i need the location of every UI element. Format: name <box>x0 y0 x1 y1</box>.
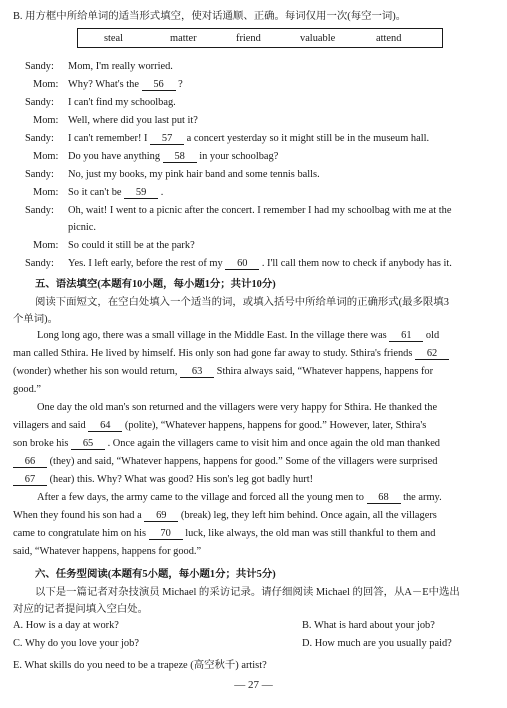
text: (they) and said, “Whatever happens, happens for good.” Some of the villagers were surprised <box>47 456 438 467</box>
part-b-instruction: B. 用方框中所给单词的适当形式填空，使对话通顺、正确。每词仅用一次(每空一词)。 <box>13 11 407 22</box>
utterance: picnic. <box>68 222 96 233</box>
utterance: Mom, I'm really worried. <box>68 61 173 72</box>
section-6-instruction: 以下是一篇记者对杂技演员 Michael 的采访记录。请仔细阅读 Michael 的回答，从A－E中选出 <box>35 587 460 598</box>
utterance-tail: ? <box>175 79 183 90</box>
speaker-label: Sandy: <box>25 169 54 180</box>
section-5-instruction-cont: 个单词)。 <box>13 314 59 325</box>
answer-blank-56[interactable]: 56 <box>142 79 176 91</box>
passage-line <box>13 402 497 413</box>
answer-blank-69[interactable]: 69 <box>144 510 178 522</box>
utterance: I can't find my schoolbag. <box>68 97 176 108</box>
answer-blank-60[interactable]: 60 <box>225 258 259 270</box>
answer-blank-61[interactable]: 61 <box>389 330 423 342</box>
utterance-tail: . I'll call them now to check if anybody has it. <box>259 258 452 269</box>
text: (wonder) whether his son would return, <box>13 366 181 377</box>
section-5-instruction: 阅读下面短文，在空白处填入一个适当的词，或填入括号中所给单词的正确形式(最多限填3 <box>35 297 449 308</box>
text: son broke his <box>13 438 72 449</box>
answer-blank-65[interactable]: 65 <box>71 438 105 450</box>
answer-blank-67[interactable]: 67 <box>13 474 47 486</box>
text: came to congratulate him on his <box>13 528 149 539</box>
passage-line <box>13 510 497 522</box>
word-item: matter <box>170 33 197 44</box>
passage-line <box>13 438 497 450</box>
page-number: — 27 — <box>234 679 273 691</box>
passage-line <box>13 384 497 395</box>
option-b[interactable]: B. What is hard about your job? <box>302 620 435 631</box>
answer-blank-68[interactable]: 68 <box>367 492 401 504</box>
passage-line <box>13 330 497 342</box>
word-item: steal <box>104 33 124 44</box>
utterance: Do you have anything <box>68 151 163 162</box>
answer-blank-63[interactable]: 63 <box>180 366 214 378</box>
text: One day the old man's son returned and the villagers were very happy for Sthira. He thanked the <box>37 402 438 413</box>
text: man called Sthira. He lived by himself. His only son had gone far away to study. Sthira's friends <box>13 348 416 359</box>
utterance: Oh, wait! I went to a picnic after the concert. I remember I had my schoolbag with me at the <box>68 205 452 216</box>
utterance: So could it still be at the park? <box>68 240 195 251</box>
speaker-label: Sandy: <box>25 205 54 216</box>
speaker-label: Mom: <box>33 187 59 198</box>
utterance: Yes. I left early, before the rest of my <box>68 258 226 269</box>
speaker-label: Mom: <box>33 151 59 162</box>
section-6-title: 六、任务型阅读(本题有5小题，每小题1分；共计5分) <box>35 569 276 580</box>
text: luck, like always, the old man was still thankful to them and <box>182 528 436 539</box>
option-e[interactable]: E. What skills do you need to be a trapeze (高空秋千) artist? <box>13 660 267 671</box>
utterance: So it can't be <box>68 187 125 198</box>
text: Sthira always said, “Whatever happens, happens for <box>214 366 434 377</box>
section-6-instruction-cont: 对应的记者提问填入空白处。 <box>13 604 149 615</box>
passage-line <box>13 546 497 557</box>
text: (hear) this. Why? What was good? His son's leg got badly hurt! <box>47 474 314 485</box>
word-box <box>77 28 443 48</box>
answer-blank-62[interactable]: 62 <box>415 348 449 360</box>
answer-blank-57[interactable]: 57 <box>150 133 184 145</box>
text: said, “Whatever happens, happens for good.” <box>13 546 202 557</box>
answer-blank-59[interactable]: 59 <box>124 187 158 199</box>
utterance-tail: in your schoolbag? <box>196 151 279 162</box>
passage-line <box>13 474 497 486</box>
speaker-label: Sandy: <box>25 133 54 144</box>
answer-blank-70[interactable]: 70 <box>149 528 183 540</box>
word-item: friend <box>236 33 261 44</box>
text: . Once again the villagers came to visit him and once again the old man thanked <box>105 438 441 449</box>
option-a[interactable]: A. How is a day at work? <box>13 620 119 631</box>
text: good.” <box>13 384 41 395</box>
utterance-tail: a concert yesterday so it might still be in the museum hall. <box>184 133 430 144</box>
passage-line <box>13 528 497 540</box>
word-item: valuable <box>300 33 336 44</box>
text: villagers and said <box>13 420 89 431</box>
passage-line <box>13 420 497 432</box>
section-5-title: 五、语法填空(本题有10小题，每小题1分；共计10分) <box>35 279 276 290</box>
speaker-label: Sandy: <box>25 97 54 108</box>
speaker-label: Sandy: <box>25 61 54 72</box>
text: the army. <box>400 492 442 503</box>
text: old <box>423 330 440 341</box>
passage-line <box>13 456 497 468</box>
text: After a few days, the army came to the village and forced all the young men to <box>37 492 367 503</box>
utterance: I can't remember! I <box>68 133 151 144</box>
answer-blank-58[interactable]: 58 <box>163 151 197 163</box>
passage-line <box>13 348 497 360</box>
text: (polite), “Whatever happens, happens for good.” However, later, Sthira's <box>122 420 427 431</box>
answer-blank-66[interactable]: 66 <box>13 456 47 468</box>
utterance-tail: . <box>158 187 164 198</box>
option-d[interactable]: D. How much are you usually paid? <box>302 638 452 649</box>
speaker-label: Mom: <box>33 115 59 126</box>
text: (break) leg, they left him behind. Once again, all the villagers <box>178 510 437 521</box>
utterance: No, just my books, my pink hair band and some tennis balls. <box>68 169 320 180</box>
answer-blank-64[interactable]: 64 <box>88 420 122 432</box>
passage-line <box>13 492 497 504</box>
word-item: attend <box>376 33 402 44</box>
option-c[interactable]: C. Why do you love your job? <box>13 638 139 649</box>
utterance: Why? What's the <box>68 79 142 90</box>
passage-line <box>13 366 497 378</box>
speaker-label: Mom: <box>33 79 59 90</box>
text: When they found his son had a <box>13 510 145 521</box>
text: Long long ago, there was a small village in the Middle East. In the village there was <box>37 330 390 341</box>
speaker-label: Mom: <box>33 240 59 251</box>
utterance: Well, where did you last put it? <box>68 115 198 126</box>
speaker-label: Sandy: <box>25 258 54 269</box>
